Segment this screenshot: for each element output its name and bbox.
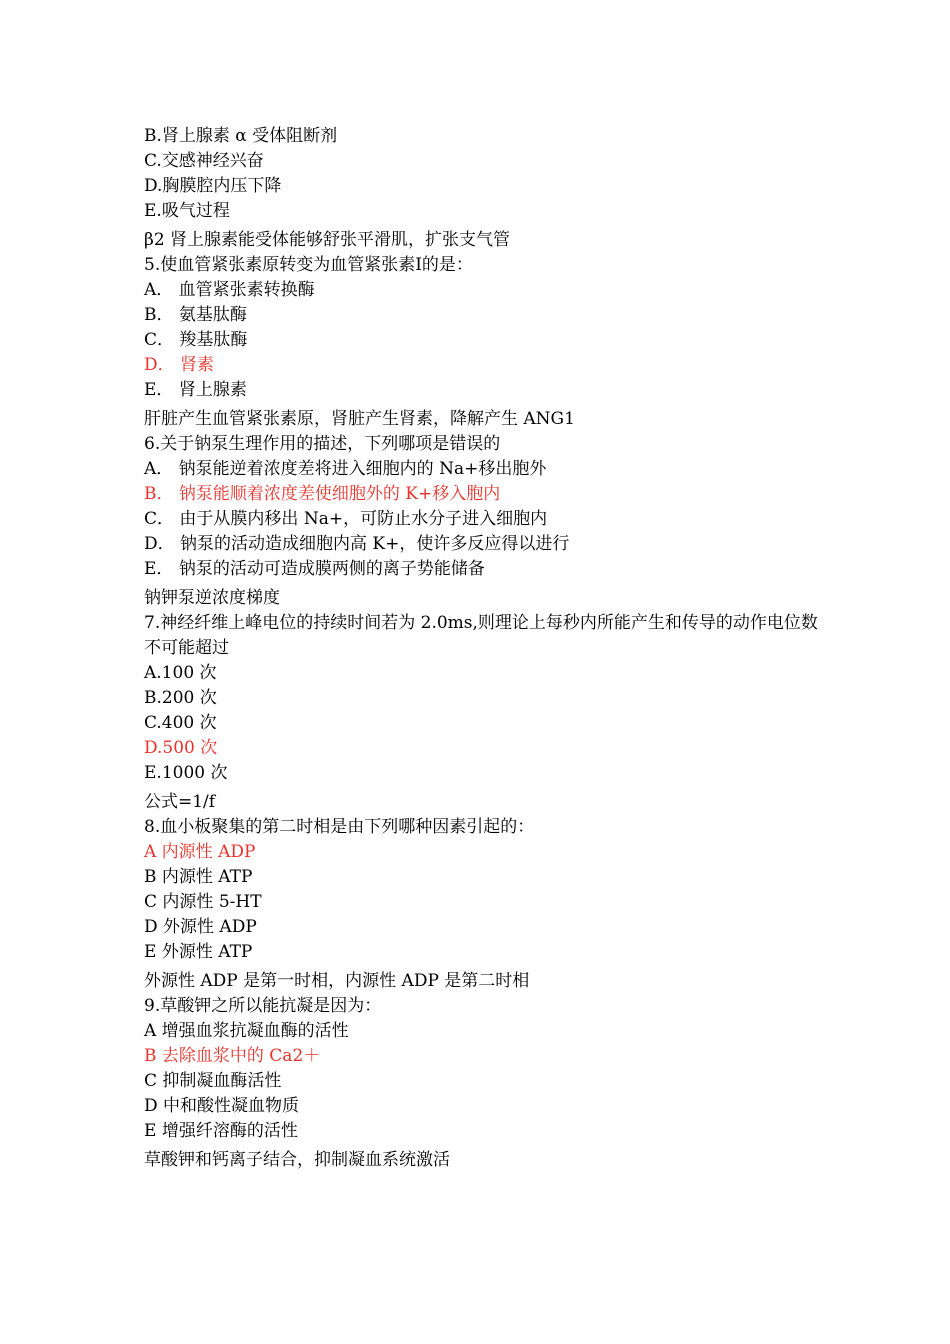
explanation-note: 外源性 ADP 是第一时相，内源性 ADP 是第二时相 (144, 971, 530, 991)
option-b: B 内源性 ATP (144, 867, 253, 887)
question-5 (144, 253, 824, 432)
option-e: E． 钠泵的活动可造成膜两侧的离子势能储备 (144, 559, 485, 579)
correct-option-d: D.500 次 (144, 738, 218, 758)
question-text: 5.使血管紧张素原转变为血管紧张素Ⅰ的是： (144, 255, 473, 275)
correct-option-b: B 去除血浆中的 Ca2＋ (144, 1046, 321, 1066)
option-c: C 内源性 5-HT (144, 892, 262, 912)
option-a: A． 血管紧张素转换酶 (144, 280, 315, 300)
option-c: C． 由于从膜内移出 Na+，可防止水分子进入细胞内 (144, 509, 548, 529)
question-text: 7.神经纤维上峰电位的持续时间若为 2.0ms,则理论上每秒内所能产生和传导的动作电位数不可能超过 (144, 613, 818, 658)
question-4-tail (144, 124, 824, 253)
option-d: D． 钠泵的活动造成细胞内高 K+，使许多反应得以进行 (144, 534, 570, 554)
option-d: D 外源性 ADP (144, 917, 257, 937)
question-7 (144, 611, 824, 815)
option-c: C 抑制凝血酶活性 (144, 1071, 282, 1091)
correct-option-b: B． 钠泵能顺着浓度差使细胞外的 K+移入胞内 (144, 484, 501, 504)
explanation-note: β2 肾上腺素能受体能够舒张平滑肌，扩张支气管 (144, 230, 511, 250)
option-d: D 中和酸性凝血物质 (144, 1096, 300, 1116)
question-9 (144, 994, 824, 1173)
option-e: E.吸气过程 (144, 201, 230, 221)
document-body (144, 124, 824, 1173)
explanation-note: 草酸钾和钙离子结合，抑制凝血系统激活 (144, 1150, 450, 1170)
option-c: C.400 次 (144, 713, 217, 733)
question-6 (144, 432, 824, 611)
option-e: E 增强纤溶酶的活性 (144, 1121, 298, 1141)
option-b: B.200 次 (144, 688, 217, 708)
option-c: C． 羧基肽酶 (144, 330, 248, 350)
explanation-note: 肝脏产生血管紧张素原，肾脏产生肾素，降解产生 ANG1 (144, 409, 575, 429)
option-b: B.肾上腺素 α 受体阻断剂 (144, 126, 338, 146)
option-e: E 外源性 ATP (144, 942, 253, 962)
explanation-note: 钠钾泵逆浓度梯度 (144, 588, 280, 608)
option-a: A.100 次 (144, 663, 217, 683)
option-b: B． 氨基肽酶 (144, 305, 247, 325)
option-a: A． 钠泵能逆着浓度差将进入细胞内的 Na+移出胞外 (144, 459, 547, 479)
option-e: E.1000 次 (144, 763, 228, 783)
option-a: A 增强血浆抗凝血酶的活性 (144, 1021, 349, 1041)
option-d: D.胸膜腔内压下降 (144, 176, 282, 196)
question-8 (144, 815, 824, 994)
question-text: 6.关于钠泵生理作用的描述，下列哪项是错误的 (144, 434, 501, 454)
question-text: 8.血小板聚集的第二时相是由下列哪种因素引起的： (144, 817, 535, 837)
option-e: E． 肾上腺素 (144, 380, 247, 400)
option-c: C.交感神经兴奋 (144, 151, 264, 171)
correct-option-d: D． 肾素 (144, 355, 215, 375)
explanation-note: 公式=1/f (144, 792, 216, 812)
question-text: 9.草酸钾之所以能抗凝是因为： (144, 996, 382, 1016)
correct-option-a: A 内源性 ADP (144, 842, 256, 862)
